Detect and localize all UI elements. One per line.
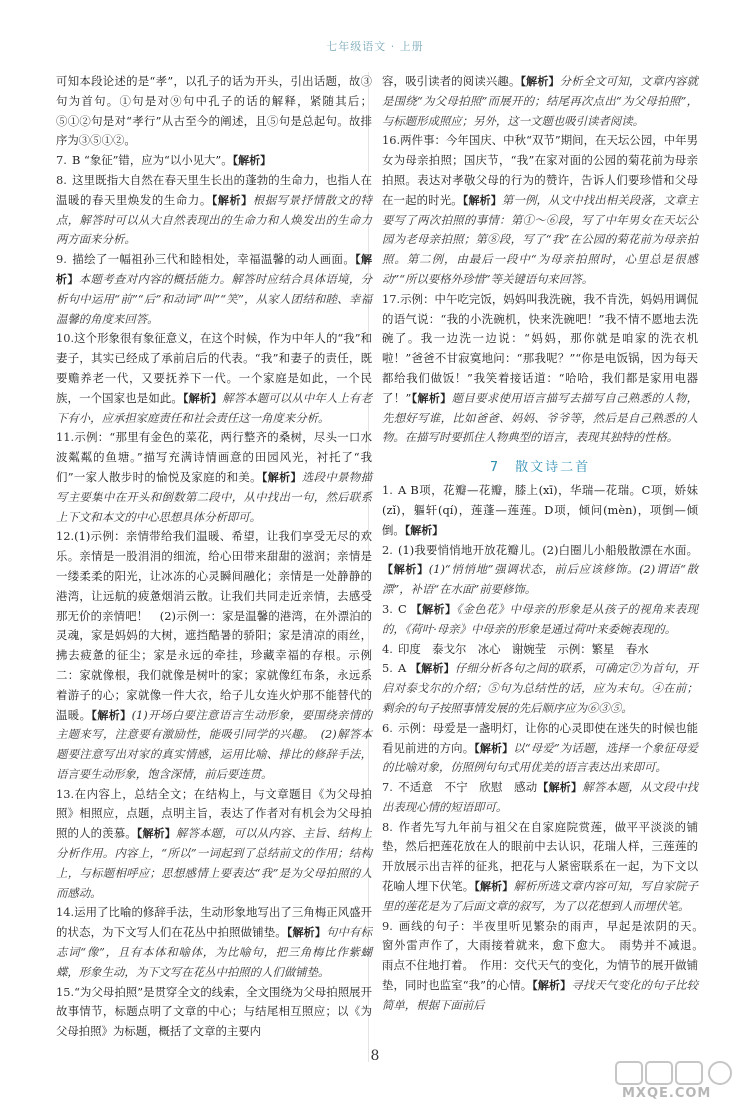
answer-text: 示例：中午吃完饭，妈妈叫我洗碗，我不肯洗，妈妈用调侃的语气说：“我的小洗碗机，快来洗碗吧！”我不情不愿地去洗碗了。我一边洗一边说：“妈妈，那你就是咱家的洗衣机啦！”爸爸不甘寂寞地问：“那我呢？”“你是电饭锅，因为每天都给我们做饭！”我笑着接话道：“哈哈，我们都是家用电器了！” (382, 291, 698, 405)
answer-item (382, 290, 698, 448)
analysis-text: 以“母爱”为话题，选择一个象征母爱的比喻对象，仿照例句句式用优美的语言表达出来即可。 (382, 740, 699, 775)
analysis-label: 【解析】 (410, 662, 455, 676)
analysis-text: 仔细分析各句之间的联系，可确定⑦为首句，开启对泰戈尔的介绍；⑤句为总结性的话，应为末句。④在前；剩余的句子按照事情发展的先后顺序应为⑥③⑤。 (382, 661, 698, 715)
analysis-text: 题目要求使用语言描写去描写自己熟悉的人物，先想好写谁，比如爸爸、妈妈、爷爷等，然后是自己熟悉的人物。在描写时要抓住人物典型的语言，表现其独特的性格。 (382, 390, 698, 445)
analysis-label: 【解析】 (532, 979, 572, 993)
answer-item (56, 785, 372, 904)
answer-item (382, 481, 698, 540)
analysis-text: 第一例，从文中找出相关段落，文章主要写了两次拍照的事情：第①～⑥段，写了中年男女在天坛公园为老母亲拍照；第⑧段，写了“我”在公园的菊花前为母亲拍照。第二例，由最后一段中“为母亲拍照时，心里总是很感动”“所以要格外珍惜”等关键语句来回答。 (382, 192, 698, 286)
answer-item (382, 600, 698, 640)
analysis-text: 本题考查对内容的概括能力。解答时应结合具体语境，分析句中运用“前”“后”和动词“叫”“笑”，从家人团结和睦、幸福温馨的角度来回答。 (56, 271, 372, 326)
watermark-text: MXQE.COM (622, 1086, 712, 1101)
item-number: 5. (382, 661, 393, 676)
item-number: 4. (382, 641, 393, 656)
analysis-label: 【解析】 (286, 926, 326, 940)
analysis-label: 【解析】 (211, 193, 253, 207)
item-number: 11. (56, 430, 75, 445)
analysis-text: (1)开场白要注意语言生动形象，要围绕亲情的主题来写，注意要有激励性，能吸引同学的兴趣。 (2)解答本题要注意写出对家的真实情感，运用比喻、排比的修辞手法，语言要生动形象，饱含深情，前后要连贯。 (56, 707, 372, 781)
item-number: 6. (382, 720, 393, 735)
answer-text: 示例：“那里有金色的菜花，两行整齐的桑树，尽头一口水波粼粼的鱼塘。”描写充满诗情画意的田园风光，衬托了“我们”一家人散步时的愉悦及家庭的和美。 (56, 430, 372, 484)
answer-text: 不适意 不宁 欣慰 感动 (398, 780, 538, 795)
item-number: 3. (382, 601, 393, 616)
item-number: 13. (56, 786, 75, 801)
analysis-text: 解答本题可以从中年人上有老下有小，应承担家庭责任和社会责任这一角度来分析。 (56, 390, 372, 425)
answer-item (56, 329, 372, 428)
analysis-label: 【解析】 (520, 75, 560, 88)
analysis-label: 【解析】 (474, 880, 514, 894)
analysis-text: 《金色花》中母亲的形象是从孩子的视角来表现的，《荷叶·母亲》中母亲的形象是通过荷叶来委婉表现的。 (382, 601, 698, 636)
item-number: 7. (382, 780, 393, 795)
item-number: 8. (56, 172, 67, 187)
answer-item (56, 250, 372, 329)
analysis-label: 【解析】 (136, 827, 176, 841)
analysis-label: 【解析】 (182, 391, 223, 405)
item-number: 8. (382, 819, 393, 834)
answer-text: 可知本段论述的是“孝”，以孔子的话为开头，引出话题，故③句为首句。①句是对⑨句中孔子的话的解释，紧随其后；⑤①②句是对“孝行”从古至今的阐述，且⑤句是总起句。故排序为③⑤①②。 (56, 74, 372, 148)
answer-item (382, 640, 698, 660)
answer-choice: C (398, 601, 411, 616)
analysis-text: 分析全文可知，文章内容就是围绕“为父母拍照”而展开的；结尾再次点出“为父母拍照”，与标题形成照应；另外，这一文题也吸引读者阅读。 (382, 74, 698, 128)
analysis-label: 【解析】 (411, 391, 452, 405)
right-column (382, 72, 710, 1016)
analysis-label: 【解析】 (56, 253, 372, 286)
answer-text: 运用了比喻的修辞手法，生动形象地写出了三角梅正风盛开的状态，为下文写人们在花丛中拍照做铺垫。 (56, 905, 372, 940)
section-title: 7 散文诗二首 (489, 460, 591, 476)
answer-item (56, 72, 372, 151)
analysis-text: 解答本题，可以从内容、主旨、结构上分析作用。内容上，“所以”一词起到了总结前文的作用；结构上，与标题相呼应；思想感情上要表达“我”是为父母拍照的人而感动。 (56, 826, 372, 900)
item-number: 7. (56, 153, 67, 168)
analysis-text: 解答本题，从文段中找出表现心情的短语即可。 (382, 780, 698, 814)
answer-item (382, 541, 698, 600)
answer-item (56, 903, 372, 982)
answer-item (382, 131, 698, 289)
analysis-text: 寻找天气变化的句子比较简单，根据下面前后 (382, 978, 698, 1012)
item-number: 1. (382, 483, 393, 498)
item-number: 10. (56, 331, 75, 346)
answer-text: 这里既指大自然在春天里生长出的蓬勃的生命力，也指人在温暖的春天里焕发的生命力。 (56, 172, 372, 207)
answer-item (382, 72, 698, 131)
analysis-text: 解析所选文章内容可知，写自家院子里的莲花是为了后面文章的叙写，为了以花想到人而埋伏笔。 (382, 879, 698, 913)
answer-text: (1)示例：亲情带给我们温暖、希望，让我们享受无尽的欢乐。亲情是一股涓涓的细流，给心田带来甜甜的滋润；亲情是一缕柔柔的阳光，让冰冻的心灵瞬间融化；亲情是一处静静的港湾，让远航的疲惫烟消云散。让我们共同走近亲情，去感受那无价的亲情吧！ (2)示例一：家是温馨的港湾，在外漂泊的灵魂，家是妈妈的大树，遮挡酷暑的骄阳；家是清凉的雨丝，拂去疲惫的征尘；家是永远的牵挂，珍藏幸福的存根。示例二：家就像根，我们就像是树叶的家；家就像红布条，永远系着游子的心；家就像一件大衣，给子儿女连火炉那不能替代的温暖。 (56, 529, 372, 722)
analysis-label: 【解析】 (462, 193, 502, 207)
item-number: 17. (382, 291, 401, 306)
answer-text: 描绘了一幅祖孙三代和睦相处，幸福温馨的动人画面。 (72, 252, 356, 267)
item-number: 16. (382, 133, 401, 148)
analysis-label: 【解析】 (261, 470, 302, 484)
answer-text: B项，花瓣—花瓣，膝上(xī)，华瑞—花瑞。C项，娇妹(zǐ)，軀轩(qí)，莲蓬—莲莲。D项，倾问(mèn)，项倒—倾倒。 (382, 483, 698, 537)
analysis-text: 根据写景抒情散文的特点，解答时可以从大自然表现出的生命力和人焕发出的生命力两方面来分析。 (56, 192, 372, 247)
answer-text: “为父母拍照”是贯穿全文的线索，全文围绕为父母拍照展开故事情节，标题点明了文章的中心；与结尾相互照应；以《为父母拍照》为标题，概括了文章的主要内 (56, 984, 372, 1039)
answer-text: “象征”错，应为“以小见大”。 (84, 153, 233, 168)
left-column (56, 72, 372, 1042)
item-number: 14. (56, 905, 75, 920)
analysis-label: 【解析】 (537, 781, 583, 795)
analysis-label: 【解析】 (382, 563, 429, 577)
analysis-text: 句中有标志词“像”，且有本体和喻体，为比喻句，把三角梅比作紫蝴蝶，形象生动，为下文写在花丛中拍照的人们做铺垫。 (56, 925, 372, 979)
analysis-text: (1)“悄悄地”强调状态，前后应该修饰。(2)谓语“散漂”，补语“在水面”前要修饰。 (382, 562, 699, 597)
answer-text: 作者先写九年前与祖父在自家庭院赏莲，做平平淡淡的铺垫，然后把莲花放在人的眼前中去认识，花瑞人样，三莲莲的开放展示出吉祥的征兆，把花与人紧密联系在一起，为下文以花喻人埋下伏笔。 (382, 819, 698, 894)
page-number: 8 (370, 1048, 380, 1064)
item-number: 9. (56, 252, 67, 267)
analysis-text: 选段中景物描写主要集中在开头和倒数第二段中，从中找出一句，然后联系上下文和本文的中心思想具体分析即可。 (56, 469, 372, 524)
answer-text: (1)我要悄悄地开放花瓣儿。(2)白圈儿小船般散漂在水面。 (398, 542, 698, 557)
answer-item (382, 659, 698, 718)
answer-text: 这个形象很有象征意义，在这个时候，作为中年人的“我”和妻子，其实已经成了承前启后的代表。“我”和妻子的责任，既要赡养老一代，又要抚养下一代。一个家庭是如此，一个民族，一个国家也是如此。 (56, 331, 372, 405)
answer-text: 容，吸引读者的阅读兴趣。 (382, 74, 521, 88)
answer-choice: A (398, 661, 411, 676)
watermark-logo (612, 1060, 742, 1104)
item-number: 2. (382, 542, 393, 557)
analysis-label: 【解析】 (404, 523, 444, 537)
answer-item (56, 151, 372, 171)
answer-text: 两件事：今年国庆、中秋“双节”期间，在天坛公园，中年男女为母亲拍照；国庆节，“我”在家对面的公园的菊花前为母亲拍照。表达对孝敬父母的行为的赞许，告诉人们要珍惜和父母在一起的时光。 (382, 133, 698, 207)
answer-item (382, 917, 710, 1016)
answer-text: 画线的句子：半夜里听见繁杂的雨声，早起是浓阴的天。 窗外雷声作了，大雨接着就来，愈下愈大。 雨势并不减退。 雨点不住地打着。 作用：交代天气的变化，为情节的展开做铺垫，同时也监室“我”的心情。 (382, 918, 710, 993)
answer-item (382, 778, 698, 818)
answer-text: 示例：母爱是一盏明灯，让你的心灵即使在迷失的时候也能看见前进的方向。 (382, 720, 698, 755)
analysis-label: 【解析】 (232, 154, 272, 168)
answer-item (56, 428, 372, 527)
answer-choice: B (72, 153, 84, 168)
analysis-label: 【解析】 (474, 741, 514, 755)
item-number: 15. (56, 984, 75, 999)
answer-item (382, 818, 698, 917)
answer-item (382, 719, 698, 778)
answer-item (56, 171, 372, 250)
page-header: 七年级语文 · 上册 (326, 40, 424, 53)
analysis-label: 【解析】 (91, 708, 132, 722)
item-number: 9. (382, 918, 393, 933)
answer-item (56, 983, 372, 1042)
answer-text: 在内容上，总结全文；在结构上，与文章题目《为父母拍照》相照应，点题，点明主旨，表达了作者对有机会为父母拍照的人的羡慕。 (56, 786, 372, 841)
answer-choice: A (398, 483, 411, 498)
analysis-label: 【解析】 (410, 602, 457, 616)
answer-text: 印度 泰戈尔 冰心 谢婉莹 示例：繁星 春水 (398, 641, 649, 656)
item-number: 12. (56, 529, 75, 544)
answer-item (56, 527, 372, 784)
